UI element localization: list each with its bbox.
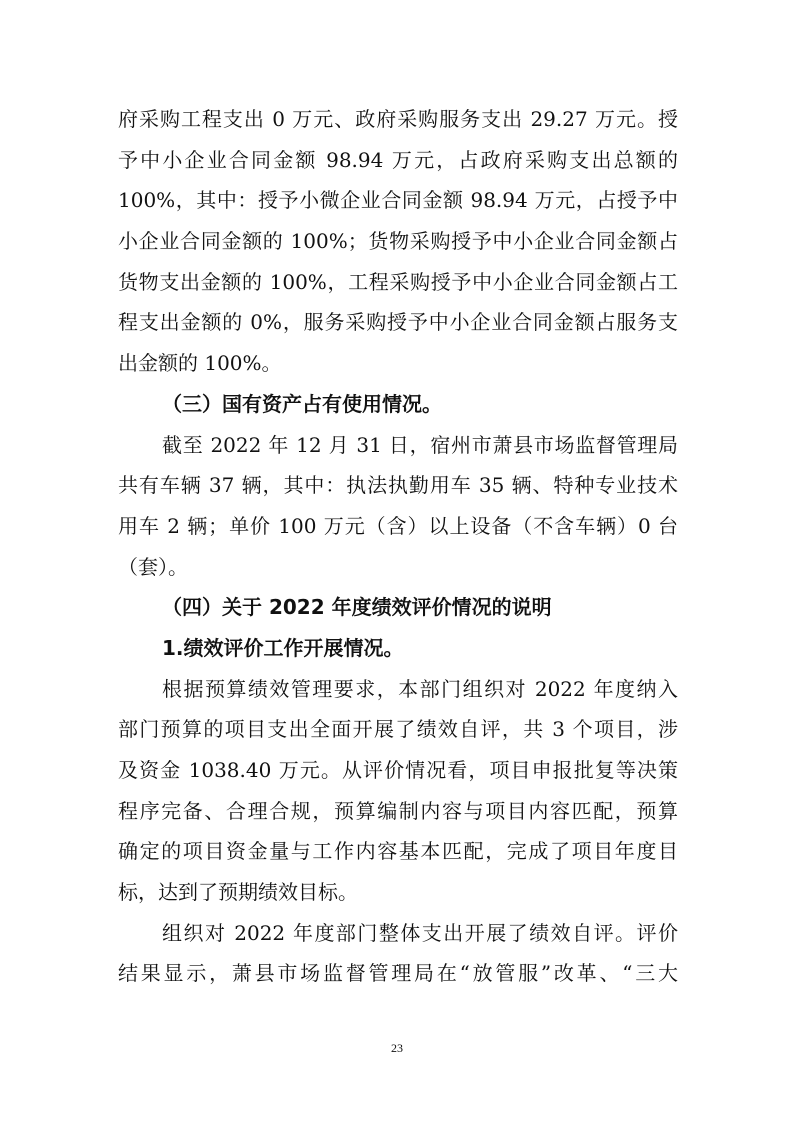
text-line: 标，达到了预期绩效目标。 (118, 880, 358, 905)
text-line: 100%，其中：授予小微企业合同金额 98.94 万元，占授予中 (118, 188, 678, 213)
text-line: 结果显示，萧县市场监督管理局在“放管服”改革、“三大 (118, 961, 678, 986)
text-line: 及资金 1038.40 万元。从评价情况看，项目申报批复等决策 (118, 758, 678, 782)
page-number: 23 (391, 1041, 403, 1055)
section-heading: （三）国有资产占有使用情况。 (162, 391, 442, 416)
text-line: 出金额的 100%。 (118, 351, 282, 376)
text-line: 予中小企业合同金额 98.94 万元，占政府采购支出总额的 (118, 147, 678, 172)
text-line: 货物支出金额的 100%，工程采购授予中小企业合同金额占工 (118, 269, 678, 294)
text-line: 共有车辆 37 辆，其中：执法执勤用车 35 辆、特种专业技术 (118, 473, 678, 498)
text-line: 截至 2022 年 12 月 31 日，宿州市萧县市场监督管理局 (162, 432, 678, 457)
text-line: 根据预算绩效管理要求，本部门组织对 2022 年度纳入 (162, 676, 678, 701)
body-text (118, 99, 678, 994)
section-heading: （四）关于 2022 年度绩效评价情况的说明 (162, 595, 552, 620)
text-line: 程序完备、合理合规，预算编制内容与项目内容匹配，预算 (118, 798, 678, 823)
text-line: （套）。 (118, 554, 188, 579)
subsection-heading: 1.绩效评价工作开展情况。 (162, 635, 404, 660)
text-line: 确定的项目资金量与工作内容基本匹配，完成了项目年度目 (118, 839, 678, 864)
text-line: 府采购工程支出 0 万元、政府采购服务支出 29.27 万元。授 (118, 107, 678, 131)
text-line: 用车 2 辆；单价 100 万元（含）以上设备（不含车辆）0 台 (118, 513, 678, 538)
text-line: 组织对 2022 年度部门整体支出开展了绩效自评。评价 (162, 920, 678, 945)
text-line: 小企业合同金额的 100%；货物采购授予中小企业合同金额占 (118, 229, 678, 254)
text-line: 程支出金额的 0%，服务采购授予中小企业合同金额占服务支 (118, 310, 678, 335)
text-line: 部门预算的项目支出全面开展了绩效自评，共 3 个项目，涉 (118, 717, 678, 742)
